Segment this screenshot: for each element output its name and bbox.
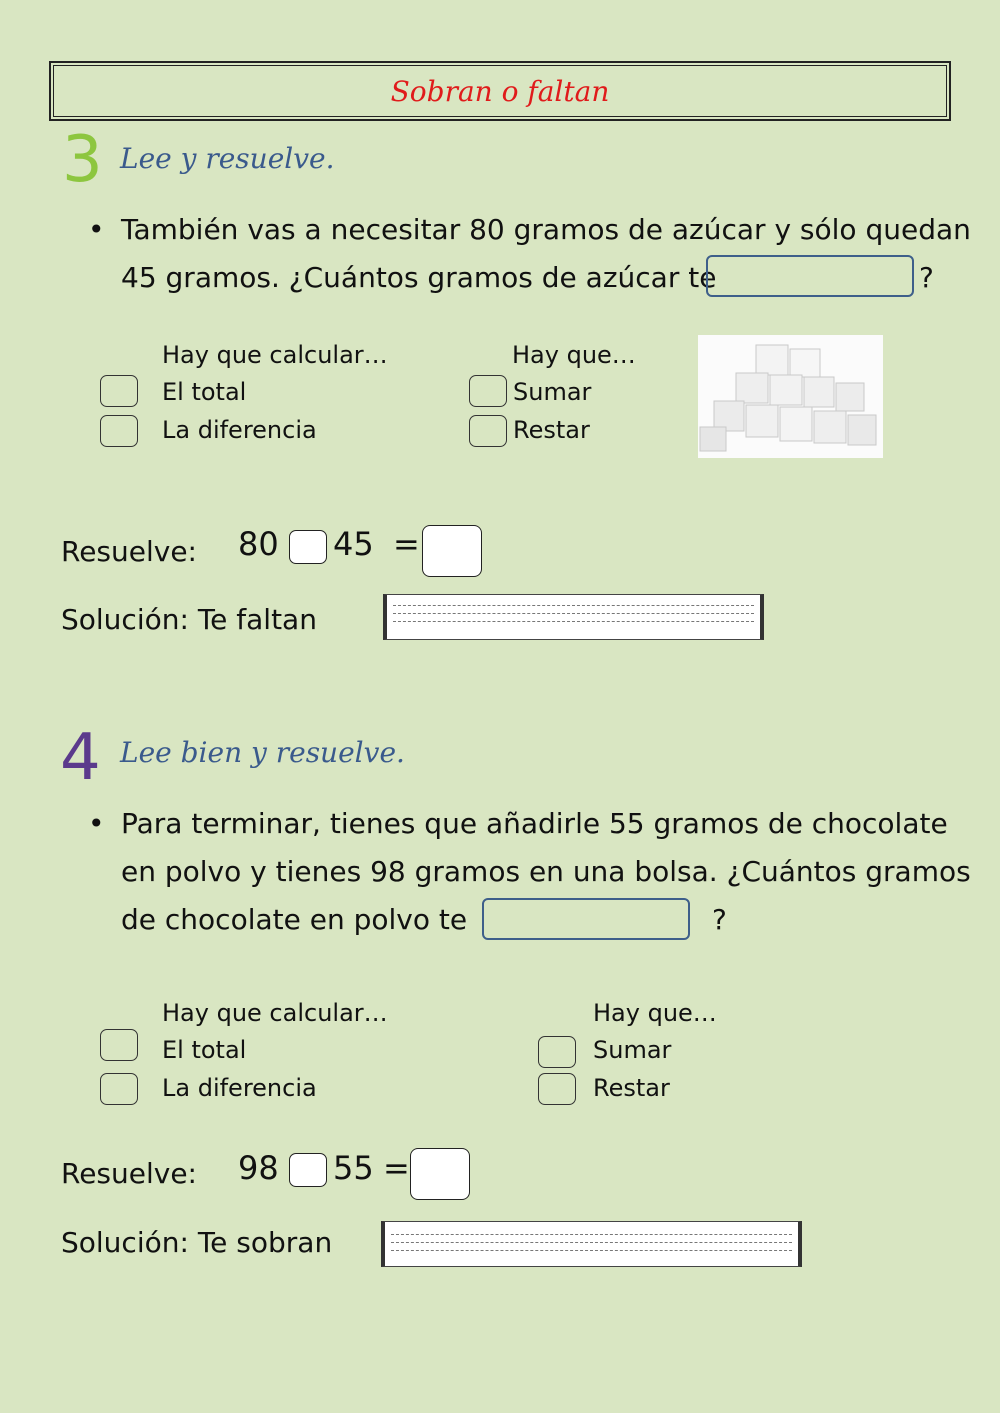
section-3-problem-line1: También vas a necesitar 80 gramos de azúcar y sólo quedan [121,213,971,246]
section-3-checkbox-total[interactable] [100,375,138,407]
section-4-checkbox-restar[interactable] [538,1073,576,1105]
section-4-checkbox-difference[interactable] [100,1073,138,1105]
section-4-question-mark: ? [712,903,727,936]
section-3-solve-label: Resuelve: [61,535,197,568]
section-4-answer-input[interactable] [482,898,690,940]
section-3-equals: = [393,525,420,563]
section-3-option-total: El total [162,378,247,406]
page-title: Sobran o faltan [390,74,610,108]
section-4-calc-title: Hay que calcular… [162,999,388,1027]
section-3-operand1: 80 [238,525,279,563]
sugar-cubes-image [698,335,883,458]
section-4-result-box[interactable] [410,1148,470,1200]
section-3-heading: Lee y resuelve. [120,142,335,175]
section-4-option-sumar: Sumar [593,1036,672,1064]
section-3-operator-box[interactable] [289,530,327,564]
section-4-checkbox-total[interactable] [100,1029,138,1061]
section-3-option-restar: Restar [513,416,590,444]
title-box [49,61,951,121]
section-4-problem-line3: de chocolate en polvo te [121,903,468,936]
section-4-problem-line1: Para terminar, tienes que añadirle 55 gramos de chocolate [121,807,948,840]
section-3-option-difference: La diferencia [162,416,317,444]
section-3-checkbox-restar[interactable] [469,415,507,447]
section-4-solution-label: Solución: Te sobran [61,1226,333,1259]
section-3-solution-label: Solución: Te faltan [61,603,317,636]
section-4-option-restar: Restar [593,1074,670,1102]
section-4-option-difference: La diferencia [162,1074,317,1102]
section-4-solution-line[interactable] [381,1221,802,1267]
section-3-checkbox-sumar[interactable] [469,375,507,407]
section-3-op-title: Hay que… [512,341,636,369]
section-4-number: 4 [60,721,101,795]
section-4-op-title: Hay que… [593,999,717,1027]
section-3-result-box[interactable] [422,525,482,577]
section-4-bullet: • [88,807,105,840]
section-3-bullet: • [88,213,105,246]
section-4-problem-line2: en polvo y tienes 98 gramos en una bolsa. ¿Cuántos gramos [121,855,971,888]
section-3-calc-title: Hay que calcular… [162,341,388,369]
section-4-solve-label: Resuelve: [61,1157,197,1190]
section-3-checkbox-difference[interactable] [100,415,138,447]
section-3-solution-line[interactable] [383,594,764,640]
section-4-operator-box[interactable] [289,1153,327,1187]
section-4-heading: Lee bien y resuelve. [120,736,405,769]
section-3-question-mark: ? [919,261,934,294]
section-3-problem-line2: 45 gramos. ¿Cuántos gramos de azúcar te [121,261,717,294]
section-3-option-sumar: Sumar [513,378,592,406]
section-4-option-total: El total [162,1036,247,1064]
section-3-number: 3 [62,123,103,197]
section-3-operand2: 45 [333,525,374,563]
section-4-equals: = [383,1149,410,1187]
section-3-answer-input[interactable] [706,255,914,297]
section-4-operand2: 55 [333,1149,374,1187]
section-4-operand1: 98 [238,1149,279,1187]
section-4-checkbox-sumar[interactable] [538,1036,576,1068]
